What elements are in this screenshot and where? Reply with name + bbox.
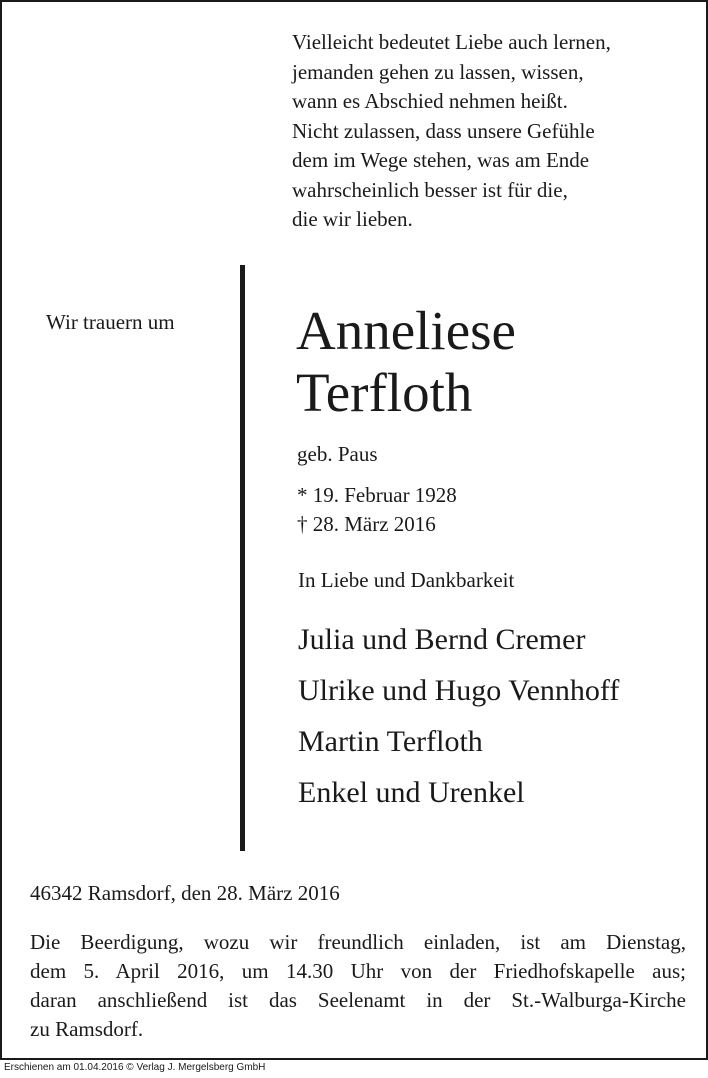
mourner: Martin Terfloth — [298, 725, 483, 758]
poem-line: Nicht zulassen, dass unsere Gefühle — [292, 118, 595, 143]
funeral-line: daran anschließend ist das Seelenamt in der St.-Walburga-Kirche — [30, 988, 686, 1012]
mourner: Ulrike und Hugo Vennhoff — [298, 674, 620, 707]
dedication: In Liebe und Dankbarkeit — [298, 568, 515, 592]
poem-line: wahrscheinlich besser ist für die, — [292, 177, 568, 202]
mourner: Julia und Bernd Cremer — [298, 623, 586, 656]
first-name: Anneliese — [296, 300, 516, 361]
funeral-notice — [30, 928, 686, 1044]
vertical-divider — [240, 265, 245, 851]
poem — [292, 28, 692, 235]
poem-line: wann es Abschied nehmen heißt. — [292, 89, 568, 113]
funeral-line: zu Ramsdorf. — [30, 1017, 144, 1041]
funeral-line: Die Beerdigung, wozu wir freundlich einladen, ist am Dienstag, — [30, 930, 686, 954]
intro-text: Wir trauern um — [46, 310, 175, 334]
last-name: Terfloth — [296, 362, 473, 423]
death-date: † 28. März 2016 — [297, 512, 436, 536]
poem-line: jemanden gehen zu lassen, wissen, — [292, 59, 584, 84]
poem-line: Vielleicht bedeutet Liebe auch lernen, — [292, 30, 611, 54]
funeral-line: dem 5. April 2016, um 14.30 Uhr von der Friedhofskapelle aus; — [30, 959, 686, 983]
mourners-list — [298, 614, 619, 818]
birth-name: geb. Paus — [297, 442, 378, 466]
place-date: 46342 Ramsdorf, den 28. März 2016 — [30, 881, 340, 905]
birth-date: * 19. Februar 1928 — [297, 483, 457, 507]
deceased-name — [296, 300, 516, 424]
poem-line: die wir lieben. — [292, 207, 413, 231]
mourner: Enkel und Urenkel — [298, 776, 525, 809]
poem-line: dem im Wege stehen, was am Ende — [292, 148, 590, 172]
life-dates — [297, 481, 457, 539]
publication-footer: Erschienen am 01.04.2016 © Verlag J. Mergelsberg GmbH — [4, 1062, 266, 1073]
